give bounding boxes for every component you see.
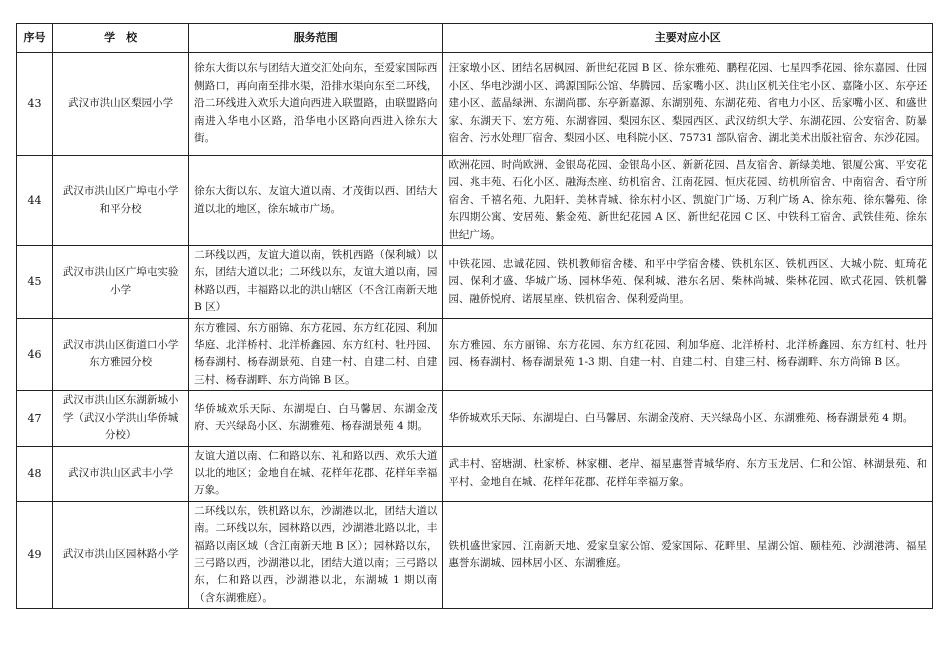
school-name: 武汉市洪山区武丰小学 [53,446,189,501]
table-row [17,501,933,608]
header-school: 学 校 [53,24,189,53]
community-list: 武丰村、窑塘湖、杜家桥、林家棚、老岸、福星惠誉青城华府、东方玉龙居、仁和公馆、林湖景苑、和平村、金地自在城、花样年花郡、花样年幸福万象。 [443,446,933,501]
row-number: 44 [17,156,53,246]
service-range: 徐东大街以东、友谊大道以南、才茂街以西、团结大道以北的地区，徐东城市广场。 [189,156,443,246]
school-name: 武汉市洪山区街道口小学东方雅园分校 [53,318,189,391]
table-row [17,246,933,319]
row-number: 46 [17,318,53,391]
row-number: 47 [17,391,53,446]
row-number: 45 [17,246,53,319]
service-range: 友谊大道以南、仁和路以东、礼和路以西、欢乐大道以北的地区；金地自在城、花样年花郡、花样年幸福万象。 [189,446,443,501]
school-name: 武汉市洪山区梨园小学 [53,53,189,156]
community-list: 中铁花园、忠诚花园、铁机教师宿舍楼、和平中学宿舍楼、铁机东区、铁机西区、大城小院、虹琦花园、保利才盛、华城广场、园林华苑、保利城、港东名居、柴林尚城、柴林花园、欧式花园、铁机馨园、融侨悦府、诺展星座、铁机宿舍、保利爱尚里。 [443,246,933,319]
table-row [17,156,933,246]
row-number: 48 [17,446,53,501]
service-range: 华侨城欢乐天际、东湖堤白、白马馨居、东湖金茂府、天兴绿岛小区、东湖雅苑、杨春湖景苑 4 期。 [189,391,443,446]
school-name: 武汉市洪山区东湖新城小学（武汉小学洪山华侨城分校） [53,391,189,446]
header-number: 序号 [17,24,53,53]
community-list: 汪家墩小区、团结名居枫园、新世纪花园 B 区、徐东雅苑、鹏程花园、七星四季花园、徐东嘉园、仕园小区、华电沙湖小区、鸿源国际公馆、华腾园、岳家嘴小区、洪山区机关住宅小区、嘉隆小区、东亭还建小区、蓝晶绿洲、东湖尚郡、东亭新嘉源、东湖别苑、东湖花苑、省电力小区、岳家嘴小区、和盛世家、东湖天下、宏方苑、东湖睿园、梨园东区、梨园西区、武汉纺织大学、东湖花园、公安宿舍、防暴宿舍、污水处理厂宿舍、梨园小区、电科院小区、75731 部队宿舍、湖北美术出版社宿舍、东沙花园。 [443,53,933,156]
table-row [17,318,933,391]
school-name: 武汉市洪山区广埠屯小学和平分校 [53,156,189,246]
community-list: 欧洲花园、时尚欧洲、金银岛花园、金银岛小区、新新花园、昌友宿舍、新绿美地、银厦公寓、平安花园、兆丰苑、石化小区、融海杰座、纺机宿舍、江南花园、恒庆花园、纺机所宿舍、中南宿舍、看守所宿舍、千禧名苑、九阳轩、美林青城、徐东村小区、凯旋门广场、万利广场 A、徐东苑、徐东馨苑、徐东四期公寓、安居苑、紫金苑、新世纪花园 A 区、新世纪花园 C 区、中铁科工宿舍、武铁佳苑、徐东世纪广场。 [443,156,933,246]
table-row [17,391,933,446]
service-range: 二环线以西，友谊大道以南，铁机西路（保利城）以东，团结大道以北；二环线以东，友谊大道以南，园林路以西，丰福路以北的洪山辖区（不含江南新天地 B 区） [189,246,443,319]
service-range: 东方雅园、东方丽锦、东方花园、东方红花园、利加华庭、北洋桥村、北洋桥鑫园、东方红村、牡丹园、杨春湖村、杨春湖景苑、自建一村、自建二村、自建三村、杨春湖畔、东方尚锦 B 区。 [189,318,443,391]
community-list: 铁机盛世家园、江南新天地、爱家皇家公馆、爱家国际、花畔里、星湖公馆、颐桂苑、沙湖港湾、福星惠誉东湖城、园林居小区、东湖雅庭。 [443,501,933,608]
table-header [17,24,933,53]
table-body [17,53,933,609]
table-row [17,53,933,156]
service-range: 徐东大街以东与团结大道交汇处向东，至爱家国际西侧路口，再向南至排水渠，沿排水渠向东至二环线，沿二环线进入欢乐大道向西进入联盟路，由联盟路向南进入华电小区路，沿华电小区路向西进入徐东大街。 [189,53,443,156]
header-row [17,24,933,53]
row-number: 49 [17,501,53,608]
school-name: 武汉市洪山区广埠屯实验小学 [53,246,189,319]
service-range: 二环线以东，铁机路以东，沙湖港以北，团结大道以南。二环线以东，园林路以西，沙湖港北路以北，丰福路以南区域（含江南新天地 B 区）；园林路以东，三弓路以西，沙湖港以北，团结大道以南；三弓路以东，仁和路以西，沙湖港以北，东湖城 1 期以南（含东湖雅庭）。 [189,501,443,608]
school-district-table [16,23,933,609]
table-row [17,446,933,501]
header-communities: 主要对应小区 [443,24,933,53]
header-service-range: 服务范围 [189,24,443,53]
row-number: 43 [17,53,53,156]
community-list: 华侨城欢乐天际、东湖堤白、白马馨居、东湖金茂府、天兴绿岛小区、东湖雅苑、杨春湖景苑 4 期。 [443,391,933,446]
school-name: 武汉市洪山区园林路小学 [53,501,189,608]
community-list: 东方雅园、东方丽锦、东方花园、东方红花园、利加华庭、北洋桥村、北洋桥鑫园、东方红村、牡丹园、杨春湖村、杨春湖景苑 1-3 期、自建一村、自建二村、自建三村、杨春湖畔、东方尚锦 B 区。 [443,318,933,391]
